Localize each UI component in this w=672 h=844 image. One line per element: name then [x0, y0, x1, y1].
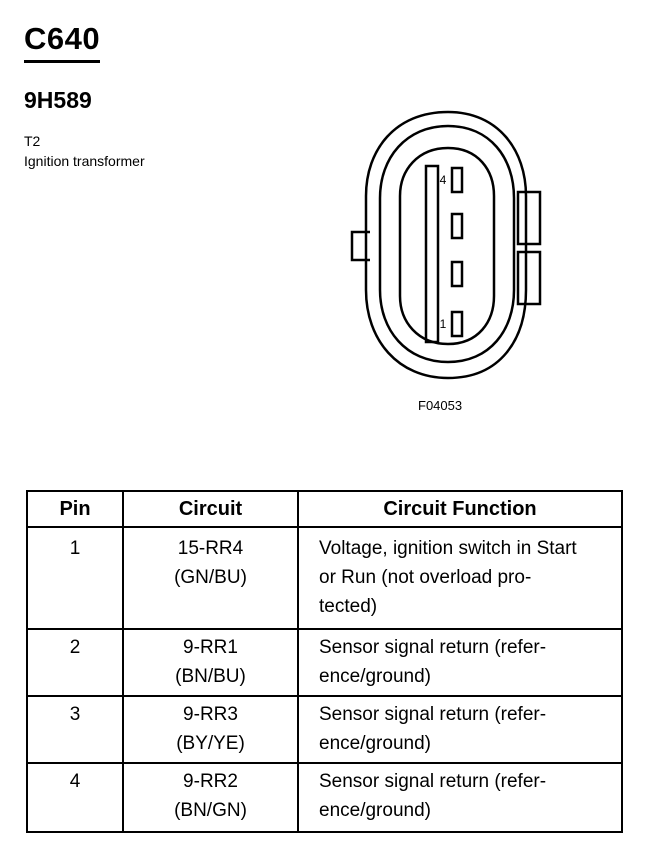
component-code: T2	[24, 133, 41, 149]
pin-number: 1	[69, 538, 81, 559]
header-circuit-function: Circuit Function	[298, 491, 622, 527]
pin-cell	[27, 527, 123, 629]
circuit-cell	[123, 696, 298, 763]
circuit-cell	[123, 763, 298, 832]
function-text: tected)	[319, 596, 378, 617]
function-text: or Run (not overload pro-	[319, 567, 532, 588]
table-row	[27, 527, 622, 629]
table-row	[27, 629, 622, 696]
function-text: Sensor signal return (refer-	[319, 637, 547, 658]
circuit-cell	[123, 629, 298, 696]
keying-bar	[426, 166, 438, 342]
pin-1-label: 1	[439, 317, 447, 331]
circuit-color: (GN/BU)	[174, 567, 247, 588]
connector-face-diagram	[340, 108, 560, 398]
terminal-4	[452, 168, 462, 192]
circuit-id: 9-RR3	[183, 704, 238, 725]
terminal-2	[452, 262, 462, 286]
table-header-row	[27, 491, 622, 527]
function-cell	[298, 527, 622, 629]
table-row	[27, 763, 622, 832]
circuit-color: (BN/GN)	[174, 800, 247, 821]
circuit-id: 9-RR1	[183, 637, 238, 658]
circuit-id: 15-RR4	[177, 538, 244, 559]
terminal-1	[452, 312, 462, 336]
pin-cell	[27, 629, 123, 696]
connector-rib-upper	[518, 192, 540, 244]
pin-number: 4	[69, 771, 81, 792]
circuit-cell	[123, 527, 298, 629]
function-text: Voltage, ignition switch in Start	[319, 538, 577, 559]
terminal-3	[452, 214, 462, 238]
table-row	[27, 696, 622, 763]
function-cell	[298, 696, 622, 763]
circuit-color: (BN/BU)	[175, 666, 246, 687]
connector-rib-lower	[518, 252, 540, 304]
connector-id: C640	[24, 20, 100, 63]
connector-latch	[352, 232, 370, 260]
header-pin: Pin	[27, 491, 123, 527]
pin-number: 3	[69, 704, 81, 725]
pin-cell	[27, 763, 123, 832]
function-text: Sensor signal return (refer-	[319, 771, 547, 792]
function-cell	[298, 629, 622, 696]
pin-4-label: 4	[439, 173, 447, 187]
component-name: Ignition transformer	[24, 153, 145, 169]
function-text: ence/ground)	[319, 733, 431, 754]
figure-id: F04053	[418, 398, 463, 413]
circuit-id: 9-RR2	[183, 771, 238, 792]
pinout-table	[26, 490, 623, 833]
pin-number: 2	[69, 637, 81, 658]
connector-cavity	[400, 148, 494, 344]
function-cell	[298, 763, 622, 832]
function-text: ence/ground)	[319, 800, 431, 821]
circuit-color: (BY/YE)	[176, 733, 245, 754]
pin-cell	[27, 696, 123, 763]
function-text: ence/ground)	[319, 666, 431, 687]
part-number: 9H589	[24, 87, 92, 113]
header-circuit: Circuit	[123, 491, 298, 527]
function-text: Sensor signal return (refer-	[319, 704, 547, 725]
